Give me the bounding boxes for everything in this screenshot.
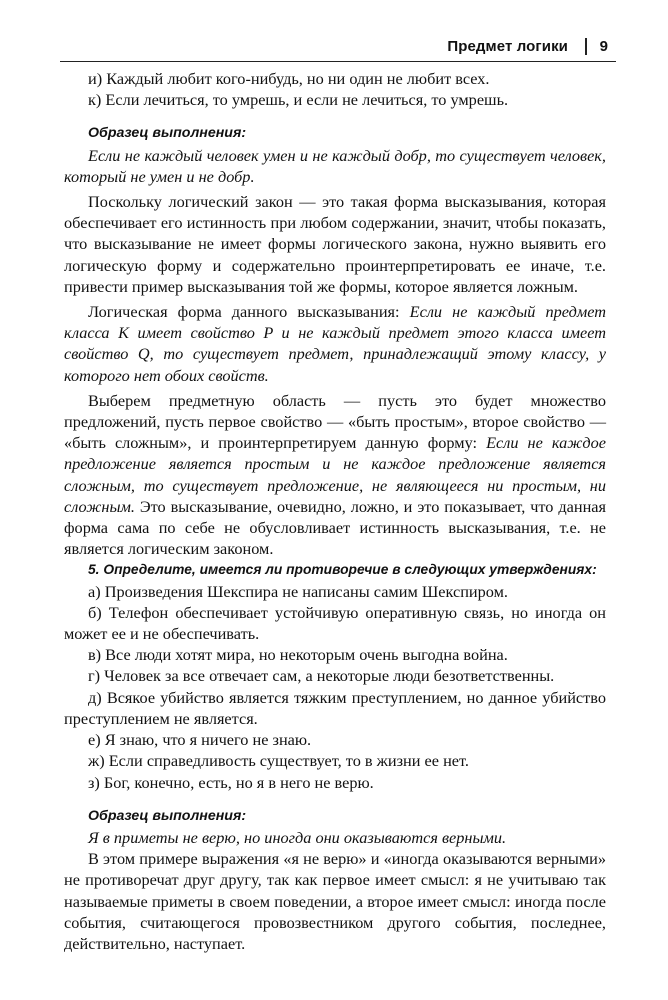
page-body <box>64 68 606 954</box>
logical-form-text: Если не каждый предмет класса K имеет свойство P и не каждый предмет этого класса имеет свойство Q, то существует предмет, принадлежащий этому классу, у которого нет обоих свойств. <box>64 302 606 385</box>
paragraph <box>64 390 606 560</box>
example-label: Образец выполнения: <box>88 125 247 142</box>
page-number: 9 <box>599 38 608 55</box>
list-item: и) Каждый любит кого-нибудь, но ни один не любит всех. <box>88 69 490 88</box>
paragraph-tail: Это высказывание, очевидно, ложно, и это показывает, что данная форма сама по себе не обусловливает истинность высказывания, т.е. не является логическим законом. <box>64 496 606 559</box>
paragraph: В этом примере выражения «я не верю» и «иногда оказываются верными» не противоречат друг другу, так как первое имеет смысл: я не учитываю так называемые приметы в своем поведении, а второе имеет смысл: иногда после события, считающегося провозвестником другого события, последнее, действительно, наступает. <box>64 849 606 953</box>
header-rule <box>60 61 616 62</box>
list-item: е) Я знаю, что я ничего не знаю. <box>88 730 312 750</box>
task-heading: 5. Определите, имеется ли противоречие в следующих утверждениях: <box>88 562 597 578</box>
example-text: Я в приметы не верю, но иногда они оказываются верными. <box>88 827 507 847</box>
paragraph: Поскольку логический закон — это такая форма высказывания, которая обеспечивает его истинность при любом содержании, значит, чтобы показать, что высказывание не имеет формы логического закона, нужно выявить его логическую форму и содержательно проинтерпретировать ее иначе, т.е. привести пример высказывания той же формы, которое является ложным. <box>64 192 606 296</box>
running-header <box>0 30 668 60</box>
list-item: д) Всякое убийство является тяжким преступлением, но данное убийство преступлением не является. <box>64 687 606 728</box>
paragraph <box>64 301 606 386</box>
paragraph-lead: Выберем предметную область — пусть это будет множество предложений, пусть первое свойство — «быть простым», второе свойство — «быть сложным», и проинтерпретируем данную форму: <box>64 390 606 453</box>
list-item: в) Все люди хотят мира, но некоторым очень выгодна война. <box>88 645 508 665</box>
header-title: Предмет логики <box>447 38 568 55</box>
list-item: к) Если лечиться, то умрешь, и если не лечиться, то умрешь. <box>88 90 509 110</box>
example-label: Образец выполнения: <box>88 807 247 824</box>
example-text: Если не каждый человек умен и не каждый добр, то существует человек, который не умен и не добр. <box>64 145 606 186</box>
list-item: з) Бог, конечно, есть, но я в него не верю. <box>88 772 374 792</box>
interpretation-text: Если не каждое предложение является простым и не каждое предложение является сложным, то существует предложение, не являющееся ни простым, ни сложным. <box>64 433 606 516</box>
list-item: г) Человек за все отвечает сам, а некоторые люди безответственны. <box>88 666 555 686</box>
paragraph-lead: Логическая форма данного высказывания: <box>88 302 410 322</box>
header-separator <box>585 38 587 55</box>
list-item: б) Телефон обеспечивает устойчивую оперативную связь, но иногда он может ее и не обеспечивать. <box>64 602 606 644</box>
list-item: а) Произведения Шекспира не написаны самим Шекспиром. <box>88 581 508 601</box>
list-item: ж) Если справедливость существует, то в жизни ее нет. <box>88 751 469 771</box>
